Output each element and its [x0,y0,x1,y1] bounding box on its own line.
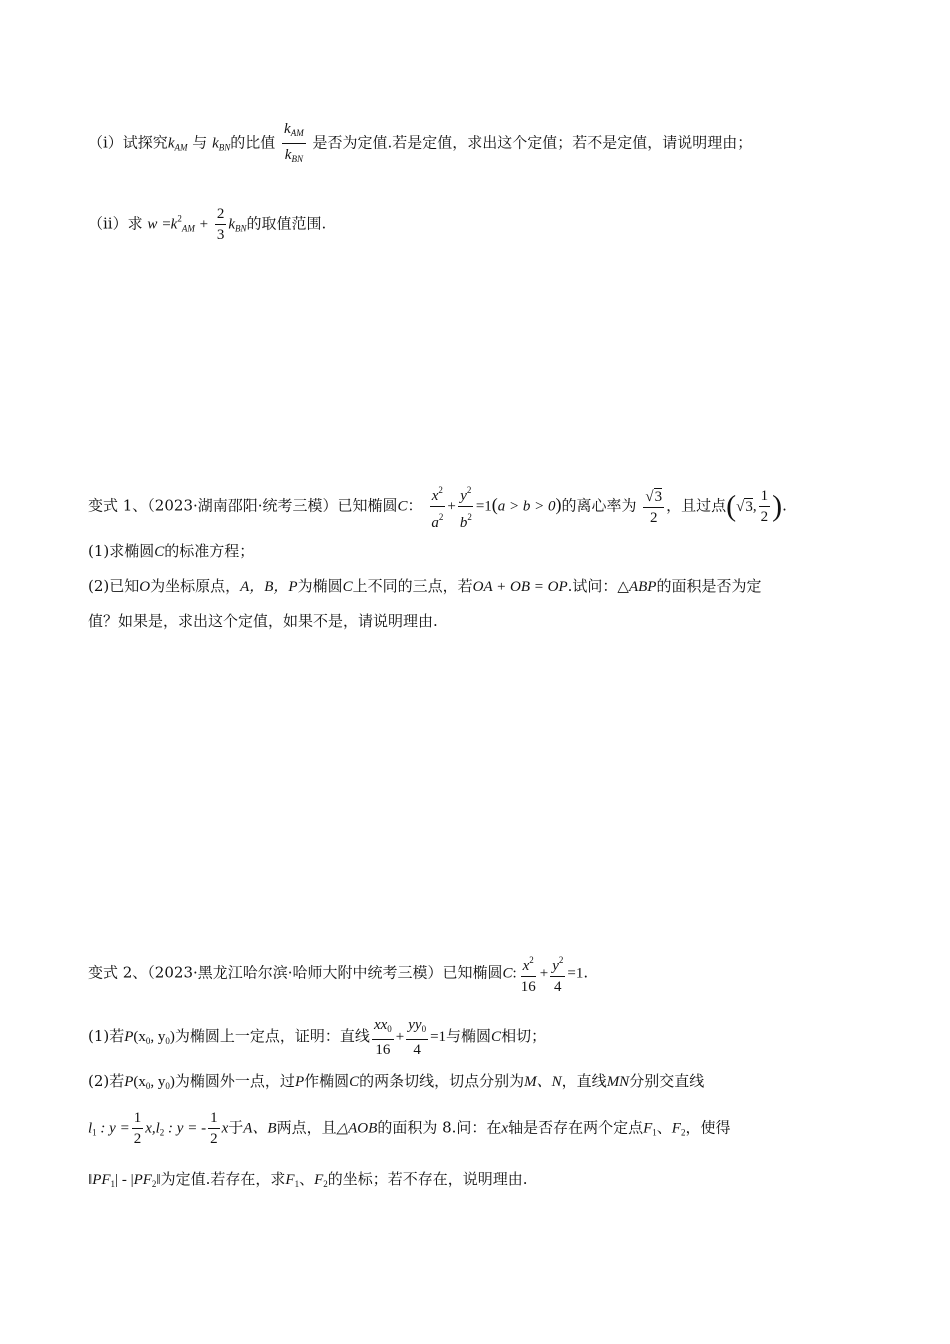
v2-l1-frac [132,1108,144,1149]
v1-p2-tri: ABP [628,579,657,595]
v2-p2-close: ) [169,1074,175,1090]
q2-sub-am: AM [181,223,195,234]
v2-y0-sub: 0 [165,1036,170,1046]
v2-MN2: MN [606,1074,630,1090]
v2-line-d16: 16 [375,1042,391,1058]
v1-p2-O: O [139,579,151,595]
v2-p2-a: (2)若 [88,1072,125,1090]
v1-x: x [431,488,439,504]
v1-C: C [397,498,408,515]
v1-y: y [460,488,467,504]
v1-sqrt3: 3 [654,488,663,505]
v2-l2x: x [221,1120,229,1137]
v2-l1-num: 1 [132,1108,144,1129]
q1-frac-num-sub: AM [290,128,304,138]
v1-pt-frac [759,486,771,527]
v2-l2-num: 1 [208,1108,220,1129]
q2-sub-bn: BN [235,223,247,234]
v2-l1-sub: 1 [92,1127,97,1138]
q2-k: k [170,216,178,233]
v2-tri: △AOB [336,1120,378,1137]
v2-F1: F [643,1120,653,1137]
v2-area: 的面积为 8.问：在 [377,1118,502,1137]
q1-k-bn: k [212,135,219,152]
v2-p3-F2-sub: 2 [323,1179,328,1189]
v2-x-frac [519,950,538,997]
q1-sub-bn: BN [218,142,231,153]
v2-p3-b: 为定值.若存在，求 [160,1170,286,1188]
v2-F2: F [671,1120,681,1137]
v2-PF2-sub: 2 [151,1179,157,1189]
v1-p2-ABP: A，B，P [240,579,298,595]
v2-yy0-sub: 0 [421,1024,427,1034]
v2-F2-sub: 2 [680,1127,686,1138]
v2-x0-sub: 0 [145,1036,151,1046]
v2-p1-b: 为椭圆上一定点，证明：直线 [174,1027,370,1045]
v2-p2-c: 作椭圆 [304,1072,350,1090]
v2-l2-frac [208,1108,220,1149]
variant1-part2 [88,575,950,596]
v2-y-frac [550,950,565,997]
v2-yu: 于 [228,1118,244,1137]
v2-xaxis: x [501,1120,509,1137]
v2-dun: 、 [656,1118,672,1137]
v2-label: 变式 2、（2023·黑龙江哈尔滨·哈师大附中统考三模）已知椭圆 [88,963,503,982]
q2-frac-num: 2 [215,204,227,225]
q2-frac-den: 3 [216,227,225,243]
v2-line-plus: + [395,1029,405,1045]
v2-l1-den: 2 [133,1131,142,1147]
v1-ecc-text: 的离心率为 [561,496,637,515]
question-i [88,118,888,169]
v2-P: P [124,1029,134,1045]
v2-p3-F1: F [285,1172,295,1188]
v2-line-y-frac [406,1014,428,1060]
v2-p2-x0-sub: 0 [145,1081,151,1091]
v2-l2-eq: : y = - [164,1120,207,1137]
v2-p3-c: 的坐标；若不存在，说明理由. [327,1170,528,1188]
v2-end: . [583,963,589,982]
v2-yy0: yy [408,1017,422,1033]
v2-p3-F2: F [314,1172,324,1188]
v1-eq1: =1 [475,498,492,515]
q2-suffix: 的取值范围. [246,214,327,233]
v2-PF1-sub: 1 [110,1179,116,1189]
v1-pass-text: ，且过点 [666,496,727,515]
q1-frac-num-k: k [284,121,291,137]
v2-AB: A、B [243,1120,277,1137]
v2-y-sq: 2 [558,955,564,965]
q1-ratio-fraction [282,118,306,169]
v2-axis-text: 轴是否存在两个定点 [508,1118,644,1137]
v1-a: a [431,515,439,531]
variant1-part2-line2 [88,610,950,631]
v2-line-d4: 4 [413,1042,421,1058]
v1-p1-end: 的标准方程； [164,542,255,560]
v1-p2-a: (2)已知 [88,577,140,595]
q2-k2: k [228,216,236,233]
variant2-part2-line3: $‖PF_1|$ - $|PF_2‖$为定值.若存在，求$F_1$、$F_2$的坐标；若不存在，说明理由. [88,1170,528,1189]
v2-l1-eq: : y = [96,1120,130,1137]
q2-plus: + [199,216,209,233]
v1-p1: (1)求椭圆 [88,542,155,560]
v2-p2-P: P [124,1074,134,1090]
v2-x: x [522,958,530,974]
v2-shide: ，使得 [685,1118,731,1137]
q1-ratio-label: 的比值 [230,133,276,152]
v2-d4: 4 [554,979,562,995]
v2-p1-c: 与椭圆 [446,1027,492,1045]
variant1-heading: 变式 1、（2023·湖南邵阳·统考三模）已知椭圆C： $\frac{x^2}{a^2}$ + $\frac{y^2}{b^2}$ =1(a > b > 0)的离心率为 $\frac{√3}{2}$ ，且过点(√3, $\frac{1}{2}$ ). [88,480,868,533]
v2-F1-sub: 1 [652,1127,657,1138]
v1-b-sq: 2 [467,512,472,522]
v1-y-frac [458,480,474,533]
v2-l2: l [155,1120,160,1137]
v2-p2-coord: (x [133,1074,146,1090]
v1-ecc-frac: $\frac{√3}{2}$ [643,486,664,528]
v1-p1-C: C [154,544,165,560]
v2-xx0-sub: 0 [387,1024,392,1034]
v2-p2-comma-y: , y [150,1074,166,1090]
v1-pt-num: 1 [759,486,771,507]
q2-eq: = [162,216,171,233]
q2-w: w [147,216,158,233]
v1-end: . [782,496,787,515]
v1-p2-d: 上不同的三点，若 [352,577,473,595]
v1-p2-C: C [342,579,353,595]
q1-suffix: 是否为定值.若是定值，求出这个定值；若不是定值，请说明理由； [312,133,753,152]
v1-x-sq: 2 [438,485,443,495]
q1-sub-am: AM [174,142,188,153]
v1-x-frac [429,480,445,533]
v2-p3-F1-sub: 1 [294,1179,300,1189]
q2-prefix: （ii）求 [88,214,143,233]
v1-p2-b: 为坐标原点， [150,577,241,595]
v2-C: C [502,965,513,982]
q1-with: 与 [192,133,208,152]
v1-p2-vec: OA + OB = OP [472,579,568,595]
q1-frac-den-k: k [284,147,292,163]
v2-p1-a: (1)若 [88,1027,125,1045]
v2-p1-C: C [491,1029,502,1045]
v2-p3-dun: 、 [299,1170,315,1188]
v1-cond: a > b > 0 [497,498,556,515]
v2-d16: 16 [520,979,536,995]
v2-MN: M、N [524,1074,562,1090]
v2-l2-sub: 2 [159,1127,165,1138]
v1-p2-e: .试问：△ [567,577,629,595]
v2-coord: (x [133,1029,146,1045]
v1-a-sq: 2 [438,512,444,522]
v1-p2-f: 的面积是否为定 [656,577,762,595]
v2-p2-f: 分别交直线 [629,1072,705,1090]
v2-line-eq1: =1 [430,1029,447,1045]
v2-comma-y: , y [150,1029,166,1045]
v2-p2-C: C [349,1074,360,1090]
q1-frac-den-sub: BN [291,154,303,164]
v2-l1: l [88,1120,93,1137]
q2-fraction [215,204,227,245]
v2-xx0: xx [373,1017,388,1033]
v2-PF1: PF [92,1172,111,1188]
question-ii [88,204,888,245]
variant2-part1 [88,1014,868,1060]
v1-colon: ： [407,496,423,515]
v2-eq1: =1 [567,965,584,982]
variant2-heading: 变式 2、（2023·黑龙江哈尔滨·哈师大附中统考三模）已知椭圆C: $\frac{x^2}{16}$ + $\frac{y^2}{4}$ =1. [88,950,868,997]
v2-p2-e: ，直线 [561,1072,607,1090]
v2-p2-d: 的两条切线，切点分别为 [359,1072,525,1090]
v2-x-sq: 2 [529,955,534,965]
v1-y-sq: 2 [466,485,472,495]
v1-den2: 2 [649,509,658,526]
v1-pt-sqrt: 3 [745,498,753,515]
v2-l2-den: 2 [210,1131,218,1147]
q1-k-am: k [167,135,175,152]
v2-p2-y0-sub: 0 [165,1081,170,1091]
v2-PF2: PF [133,1172,152,1188]
v2-close: ) [169,1029,175,1045]
q1-prefix: （i）试探究 [88,133,168,152]
v2-p1-d: 相切； [501,1027,547,1045]
v2-plus: + [539,965,549,982]
v2-line-x-frac [372,1014,394,1060]
v1-b: b [459,515,468,531]
v2-l1x: x, [145,1120,156,1137]
v2-two-pts: 两点，且 [276,1118,337,1137]
variant1-part1 [88,540,950,561]
v1-p2-line2: 值？如果是，求出这个定值，如果不是，请说明理由. [88,612,438,630]
q2-sq: 2 [177,213,182,224]
v1-pt-den: 2 [760,509,769,525]
variant2-part2 [88,1070,868,1091]
v2-p2-P2: P [294,1074,305,1090]
v2-minus: - [118,1172,131,1188]
v1-label: 变式 1、（2023·湖南邵阳·统考三模）已知椭圆 [88,496,398,515]
v2-p2-b: 为椭圆外一点，过 [174,1072,295,1090]
v1-p2-c: 为椭圆 [297,577,343,595]
variant2-part2-line2 [88,1108,868,1149]
v2-y: y [552,958,559,974]
